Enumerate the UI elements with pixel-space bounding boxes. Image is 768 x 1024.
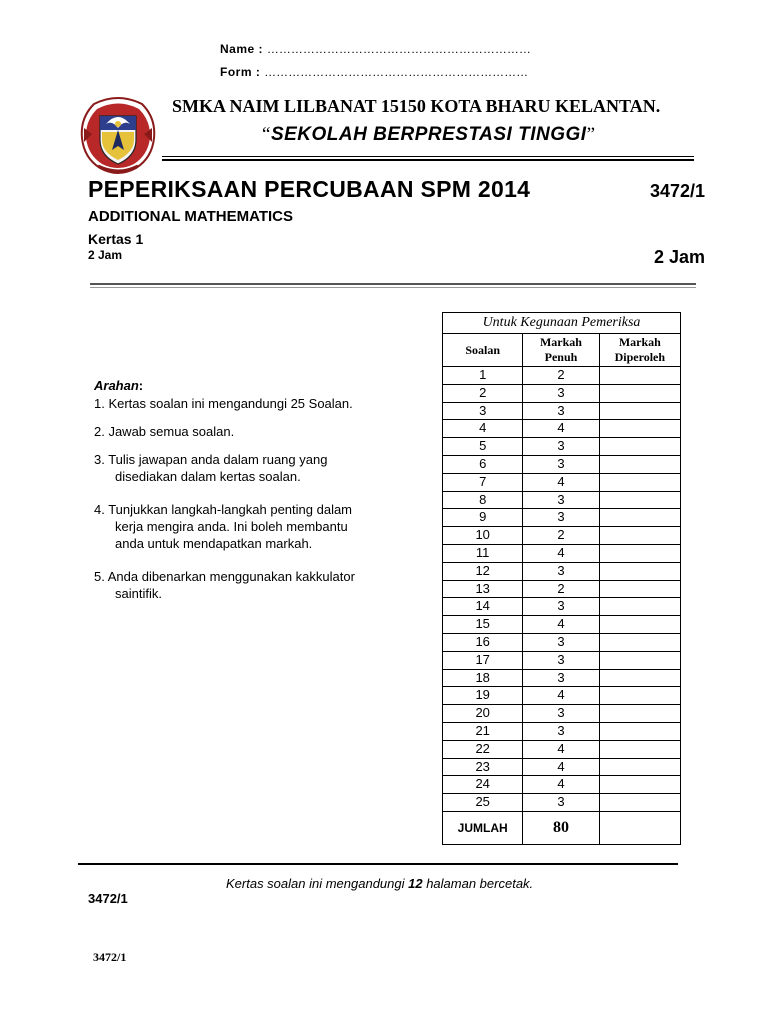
header-divider-thick xyxy=(162,159,694,161)
header-divider-thin xyxy=(162,156,694,157)
school-crest-logo xyxy=(76,94,160,178)
table-caption: Untuk Kegunaan Pemeriksa xyxy=(443,313,681,334)
full-marks: 3 xyxy=(523,402,599,420)
full-marks: 3 xyxy=(523,491,599,509)
form-line xyxy=(220,65,528,79)
full-marks: 4 xyxy=(523,740,599,758)
exam-title: PEPERIKSAAN PERCUBAAN SPM 2014 xyxy=(88,176,531,202)
question-number: 14 xyxy=(443,598,523,616)
page-count: 12 xyxy=(408,876,423,891)
question-number: 19 xyxy=(443,687,523,705)
full-marks: 3 xyxy=(523,438,599,456)
marks-obtained-cell[interactable] xyxy=(599,722,680,740)
question-number: 2 xyxy=(443,384,523,402)
table-row xyxy=(443,687,681,705)
duration-small: 2 Jam xyxy=(88,248,123,262)
table-row xyxy=(443,527,681,545)
question-number: 23 xyxy=(443,758,523,776)
footer-paper-code: 3472/1 xyxy=(88,891,128,906)
marks-obtained-cell[interactable] xyxy=(599,598,680,616)
marks-obtained-cell[interactable] xyxy=(599,527,680,545)
full-marks: 3 xyxy=(523,562,599,580)
full-marks: 4 xyxy=(523,776,599,794)
instruction-item xyxy=(94,395,424,412)
marks-obtained-cell[interactable] xyxy=(599,491,680,509)
instruction-item xyxy=(94,451,424,485)
table-row xyxy=(443,633,681,651)
table-row xyxy=(443,616,681,634)
table-total-row xyxy=(443,811,681,844)
instructions-heading xyxy=(94,378,143,393)
question-number: 3 xyxy=(443,402,523,420)
full-marks: 3 xyxy=(523,722,599,740)
page-count-note xyxy=(226,876,533,891)
question-number: 25 xyxy=(443,794,523,812)
full-marks: 4 xyxy=(523,473,599,491)
instruction-line: 5. Anda dibenarkan menggunakan kakkulator xyxy=(94,569,355,584)
marks-obtained-cell[interactable] xyxy=(599,776,680,794)
table-row xyxy=(443,580,681,598)
table-row xyxy=(443,438,681,456)
full-marks: 3 xyxy=(523,651,599,669)
examiner-marks-table xyxy=(442,312,681,845)
total-full-marks: 80 xyxy=(523,811,599,844)
instruction-item xyxy=(94,568,424,602)
header-question: Soalan xyxy=(443,334,523,367)
page-count-note-before: Kertas soalan ini mengandungi xyxy=(226,876,409,891)
question-number: 6 xyxy=(443,455,523,473)
instructions-heading-colon: : xyxy=(138,378,144,393)
total-label: JUMLAH xyxy=(443,811,523,844)
title-divider-thick xyxy=(90,283,696,285)
table-row xyxy=(443,402,681,420)
table-row xyxy=(443,740,681,758)
marks-obtained-cell[interactable] xyxy=(599,580,680,598)
question-number: 18 xyxy=(443,669,523,687)
full-marks: 4 xyxy=(523,420,599,438)
marks-obtained-cell[interactable] xyxy=(599,616,680,634)
table-row xyxy=(443,562,681,580)
marks-obtained-cell[interactable] xyxy=(599,794,680,812)
paper-code: 3472/1 xyxy=(650,181,706,201)
school-name: SMKA NAIM LILBANAT 15150 KOTA BHARU KELANTAN. xyxy=(172,96,661,116)
full-marks: 2 xyxy=(523,580,599,598)
table-row xyxy=(443,509,681,527)
subject-name: ADDITIONAL MATHEMATICS xyxy=(88,208,293,225)
full-marks: 2 xyxy=(523,367,599,385)
table-caption-row xyxy=(443,313,681,334)
marks-obtained-cell[interactable] xyxy=(599,402,680,420)
footer-divider xyxy=(78,863,678,865)
table-row xyxy=(443,491,681,509)
table-row xyxy=(443,722,681,740)
table-row xyxy=(443,651,681,669)
question-number: 17 xyxy=(443,651,523,669)
marks-obtained-cell[interactable] xyxy=(599,455,680,473)
table-row xyxy=(443,455,681,473)
header-full-marks: Markah Penuh xyxy=(523,334,599,367)
question-number: 16 xyxy=(443,633,523,651)
school-motto xyxy=(262,124,596,146)
page-count-note-after: halaman bercetak. xyxy=(422,876,534,891)
full-marks: 4 xyxy=(523,687,599,705)
motto-open-quote: “ xyxy=(262,124,271,145)
instruction-item xyxy=(94,501,424,552)
full-marks: 4 xyxy=(523,544,599,562)
question-number: 4 xyxy=(443,420,523,438)
question-number: 11 xyxy=(443,544,523,562)
marks-obtained-cell[interactable] xyxy=(599,544,680,562)
marks-obtained-cell[interactable] xyxy=(599,473,680,491)
instruction-line: disediakan dalam kertas soalan. xyxy=(115,469,301,484)
question-number: 7 xyxy=(443,473,523,491)
table-row xyxy=(443,544,681,562)
full-marks: 4 xyxy=(523,758,599,776)
table-row xyxy=(443,794,681,812)
instruction-item xyxy=(94,423,424,440)
full-marks: 3 xyxy=(523,794,599,812)
question-number: 20 xyxy=(443,705,523,723)
form-field[interactable]: ………………………………………………………… xyxy=(264,65,529,79)
table-row xyxy=(443,367,681,385)
total-marks-obtained[interactable] xyxy=(599,811,680,844)
table-body xyxy=(443,367,681,812)
table-row xyxy=(443,420,681,438)
marks-obtained-cell[interactable] xyxy=(599,669,680,687)
instruction-line: 3. Tulis jawapan anda dalam ruang yang xyxy=(94,452,328,467)
instruction-line: kerja mengira anda. Ini boleh membantu xyxy=(115,519,348,534)
marks-obtained-cell[interactable] xyxy=(599,509,680,527)
full-marks: 3 xyxy=(523,633,599,651)
instruction-line: 2. Jawab semua soalan. xyxy=(94,424,235,439)
question-number: 15 xyxy=(443,616,523,634)
marks-obtained-cell[interactable] xyxy=(599,705,680,723)
question-number: 12 xyxy=(443,562,523,580)
motto-close-quote: ” xyxy=(586,124,596,145)
instruction-line: 1. Kertas soalan ini mengandungi 25 Soalan. xyxy=(94,396,353,411)
motto-text: SEKOLAH BERPRESTASI TINGGI xyxy=(270,124,587,145)
form-label: Form : xyxy=(220,65,265,79)
marks-obtained-cell[interactable] xyxy=(599,687,680,705)
question-number: 21 xyxy=(443,722,523,740)
paper-number: Kertas 1 xyxy=(88,231,144,247)
question-number: 22 xyxy=(443,740,523,758)
marks-obtained-cell[interactable] xyxy=(599,420,680,438)
question-number: 5 xyxy=(443,438,523,456)
marks-obtained-cell[interactable] xyxy=(599,562,680,580)
table-row xyxy=(443,669,681,687)
title-divider-thin xyxy=(90,287,696,288)
marks-obtained-cell[interactable] xyxy=(599,367,680,385)
instruction-line: anda untuk mendapatkan markah. xyxy=(115,536,313,551)
header-marks-obtained: Markah Diperoleh xyxy=(599,334,680,367)
full-marks: 3 xyxy=(523,455,599,473)
marks-obtained-cell[interactable] xyxy=(599,758,680,776)
table-row xyxy=(443,598,681,616)
instruction-line: saintifik. xyxy=(115,586,162,601)
table-row xyxy=(443,705,681,723)
table-row xyxy=(443,776,681,794)
instructions-heading-text: Arahan xyxy=(94,378,139,393)
marks-obtained-cell[interactable] xyxy=(599,651,680,669)
duration-right: 2 Jam xyxy=(654,247,706,267)
question-number: 24 xyxy=(443,776,523,794)
table-row xyxy=(443,384,681,402)
question-number: 9 xyxy=(443,509,523,527)
full-marks: 4 xyxy=(523,616,599,634)
full-marks: 3 xyxy=(523,509,599,527)
marks-obtained-cell[interactable] xyxy=(599,438,680,456)
question-number: 1 xyxy=(443,367,523,385)
marks-obtained-cell[interactable] xyxy=(599,740,680,758)
table-row xyxy=(443,473,681,491)
question-number: 10 xyxy=(443,527,523,545)
name-field[interactable]: ………………………………………………………… xyxy=(266,42,531,56)
footer-paper-code-bottom: 3472/1 xyxy=(93,950,127,964)
full-marks: 2 xyxy=(523,527,599,545)
instruction-line: 4. Tunjukkan langkah-langkah penting dalam xyxy=(94,502,353,517)
full-marks: 3 xyxy=(523,384,599,402)
table-header-row xyxy=(443,334,681,367)
full-marks: 3 xyxy=(523,705,599,723)
table-row xyxy=(443,758,681,776)
question-number: 13 xyxy=(443,580,523,598)
full-marks: 3 xyxy=(523,598,599,616)
name-line xyxy=(220,42,531,56)
name-label: Name : xyxy=(220,42,267,56)
marks-obtained-cell[interactable] xyxy=(599,633,680,651)
question-number: 8 xyxy=(443,491,523,509)
marks-obtained-cell[interactable] xyxy=(599,384,680,402)
full-marks: 3 xyxy=(523,669,599,687)
